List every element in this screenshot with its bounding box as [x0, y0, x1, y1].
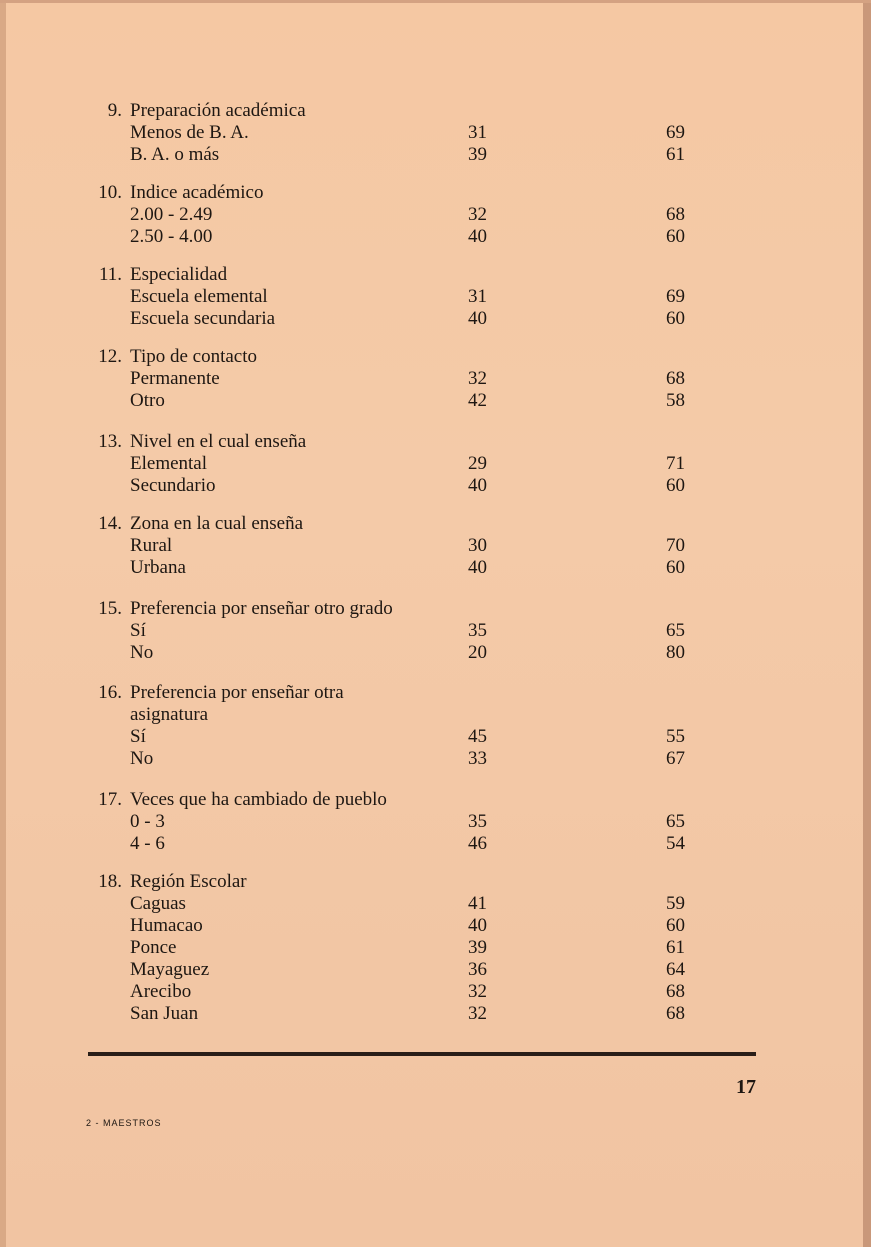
value-col1: 32	[468, 981, 487, 1002]
row-label: No	[130, 748, 154, 769]
value-col2: 69	[666, 286, 685, 307]
table-row	[0, 286, 871, 308]
section-number: 9.	[107, 100, 122, 121]
footer-signature: 2 - MAESTROS	[86, 1118, 162, 1128]
value-col1: 40	[468, 226, 487, 247]
value-col1: 35	[468, 620, 487, 641]
section-number: 13.	[98, 431, 122, 452]
value-col2: 60	[666, 557, 685, 578]
section-heading	[0, 682, 871, 704]
value-col2: 65	[666, 811, 685, 832]
bottom-rule	[88, 1052, 756, 1056]
section-title: Preparación académica	[130, 100, 306, 121]
value-col1: 32	[468, 204, 487, 225]
value-col2: 61	[666, 144, 685, 165]
row-label: Mayaguez	[130, 959, 210, 980]
section-title: Preferencia por enseñar otra	[130, 682, 344, 703]
row-label: Escuela elemental	[130, 286, 268, 307]
table-row	[0, 915, 871, 937]
table-row	[0, 475, 871, 497]
table-row	[0, 557, 871, 579]
section-title: Tipo de contacto	[130, 346, 258, 367]
value-col2: 65	[666, 620, 685, 641]
value-col1: 20	[468, 642, 487, 663]
section-13	[0, 431, 871, 497]
section-number: 15.	[98, 598, 122, 619]
value-col1: 33	[468, 748, 487, 769]
table-row	[0, 368, 871, 390]
value-col1: 41	[468, 893, 487, 914]
value-col2: 58	[666, 390, 685, 411]
row-label: Secundario	[130, 475, 216, 496]
section-heading	[0, 513, 871, 535]
table-row	[0, 390, 871, 412]
row-label: Ponce	[130, 937, 177, 958]
table-row	[0, 308, 871, 330]
section-heading	[0, 100, 871, 122]
row-label: B. A. o más	[130, 144, 220, 165]
value-col2: 70	[666, 535, 685, 556]
value-col1: 32	[468, 368, 487, 389]
table-row	[0, 726, 871, 748]
page-edge-top	[0, 0, 871, 3]
value-col1: 39	[468, 144, 487, 165]
section-heading	[0, 182, 871, 204]
section-heading	[0, 871, 871, 893]
value-col1: 30	[468, 535, 487, 556]
section-number: 10.	[98, 182, 122, 203]
section-heading	[0, 789, 871, 811]
value-col2: 68	[666, 204, 685, 225]
table-row	[0, 748, 871, 770]
value-col2: 69	[666, 122, 685, 143]
table-row	[0, 981, 871, 1003]
row-label: Permanente	[130, 368, 220, 389]
value-col2: 60	[666, 915, 685, 936]
table-row	[0, 1003, 871, 1025]
row-label: Otro	[130, 390, 165, 411]
value-col2: 68	[666, 368, 685, 389]
row-label: Sí	[130, 620, 146, 641]
value-col2: 80	[666, 642, 685, 663]
row-label: Humacao	[130, 915, 203, 936]
section-number: 16.	[98, 682, 122, 703]
table-row	[0, 453, 871, 475]
section-title: Veces que ha cambiado de pueblo	[130, 789, 387, 810]
value-col2: 55	[666, 726, 685, 747]
row-label: San Juan	[130, 1003, 199, 1024]
value-col2: 54	[666, 833, 685, 854]
value-col2: 71	[666, 453, 685, 474]
value-col1: 46	[468, 833, 487, 854]
table-row	[0, 144, 871, 166]
row-label: Caguas	[130, 893, 186, 914]
section-title-line2: asignatura	[130, 704, 209, 725]
section-heading	[0, 264, 871, 286]
row-label: Menos de B. A.	[130, 122, 249, 143]
row-label: Urbana	[130, 557, 186, 578]
value-col1: 31	[468, 122, 487, 143]
section-title: Zona en la cual enseña	[130, 513, 304, 534]
value-col2: 61	[666, 937, 685, 958]
section-17	[0, 789, 871, 855]
section-title: Nivel en el cual enseña	[130, 431, 307, 452]
table-row	[0, 833, 871, 855]
value-col2: 68	[666, 1003, 685, 1024]
row-label: Escuela secundaria	[130, 308, 276, 329]
value-col2: 60	[666, 308, 685, 329]
value-col1: 32	[468, 1003, 487, 1024]
value-col1: 42	[468, 390, 487, 411]
table-row	[0, 811, 871, 833]
row-label: Elemental	[130, 453, 208, 474]
value-col2: 59	[666, 893, 685, 914]
table-row	[0, 642, 871, 664]
value-col2: 60	[666, 475, 685, 496]
value-col1: 40	[468, 557, 487, 578]
value-col2: 67	[666, 748, 685, 769]
value-col1: 39	[468, 937, 487, 958]
section-number: 17.	[98, 789, 122, 810]
row-label: Sí	[130, 726, 146, 747]
value-col2: 60	[666, 226, 685, 247]
section-10	[0, 182, 871, 248]
value-col1: 40	[468, 475, 487, 496]
section-11	[0, 264, 871, 330]
section-number: 14.	[98, 513, 122, 534]
table-row	[0, 204, 871, 226]
page-number: 17	[736, 1076, 756, 1098]
row-label: Rural	[130, 535, 173, 556]
section-12	[0, 346, 871, 412]
table-row	[0, 937, 871, 959]
section-title: Indice académico	[130, 182, 264, 203]
table-row	[0, 226, 871, 248]
section-heading	[0, 431, 871, 453]
section-number: 11.	[98, 264, 122, 285]
table-row	[0, 959, 871, 981]
section-15	[0, 598, 871, 664]
value-col1: 36	[468, 959, 487, 980]
section-heading	[0, 598, 871, 620]
value-col1: 40	[468, 915, 487, 936]
value-col2: 68	[666, 981, 685, 1002]
row-label: 2.50 - 4.00	[130, 226, 213, 247]
section-14	[0, 513, 871, 579]
row-label: 0 - 3	[130, 811, 165, 832]
value-col1: 29	[468, 453, 487, 474]
row-label: Arecibo	[130, 981, 192, 1002]
section-heading	[0, 346, 871, 368]
row-label: 4 - 6	[130, 833, 165, 854]
section-number: 18.	[98, 871, 122, 892]
table-row	[0, 893, 871, 915]
section-title: Especialidad	[130, 264, 228, 285]
value-col1: 40	[468, 308, 487, 329]
table-row	[0, 620, 871, 642]
value-col1: 45	[468, 726, 487, 747]
section-title: Región Escolar	[130, 871, 247, 892]
value-col1: 31	[468, 286, 487, 307]
section-heading-continued	[0, 704, 871, 726]
value-col1: 35	[468, 811, 487, 832]
value-col2: 64	[666, 959, 685, 980]
table-row	[0, 122, 871, 144]
section-18	[0, 871, 871, 1025]
row-label: 2.00 - 2.49	[130, 204, 213, 225]
section-16	[0, 682, 871, 770]
section-title: Preferencia por enseñar otro grado	[130, 598, 393, 619]
row-label: No	[130, 642, 154, 663]
table-row	[0, 535, 871, 557]
section-9	[0, 100, 871, 166]
section-number: 12.	[98, 346, 122, 367]
